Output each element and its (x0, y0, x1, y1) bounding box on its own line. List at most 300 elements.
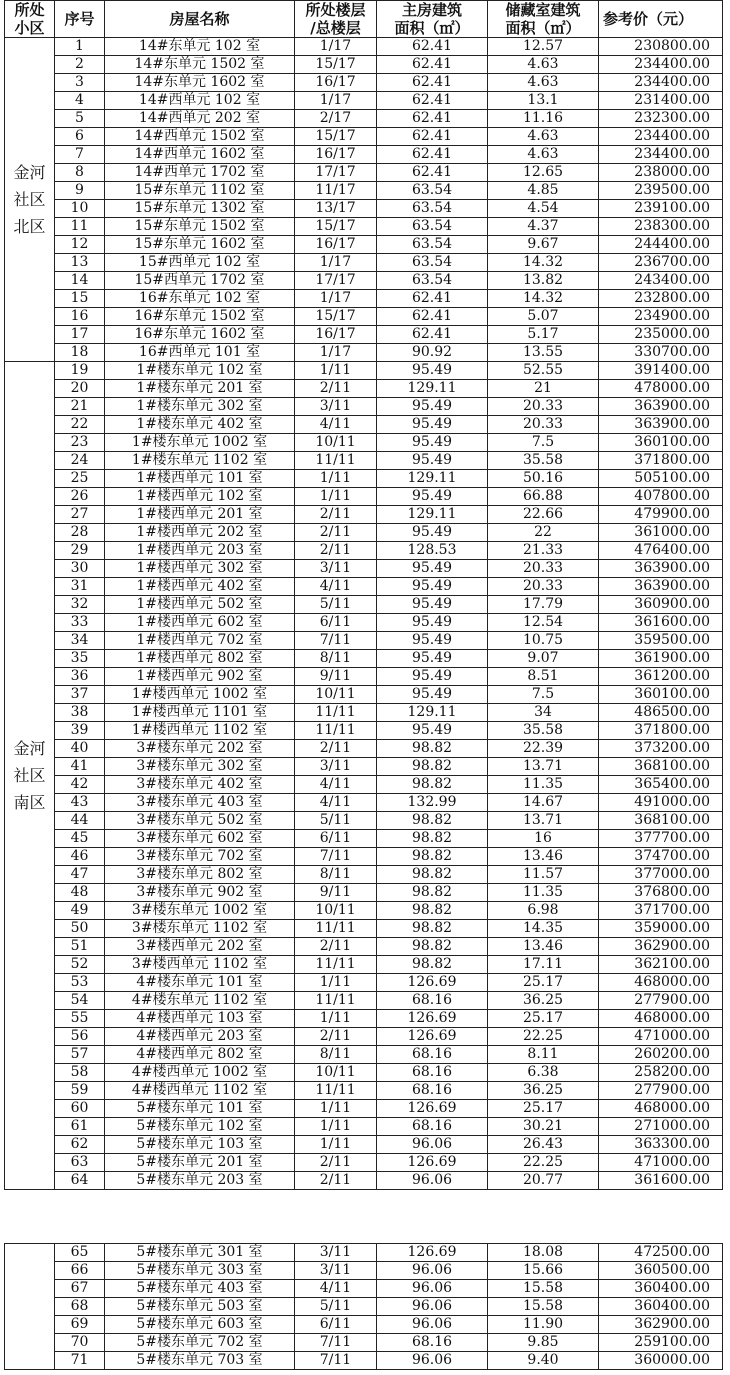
name-cell: 14#西单元 1702 室 (105, 164, 295, 182)
main-area-cell: 95.49 (377, 434, 488, 452)
seq-cell: 16 (55, 308, 105, 326)
main-area-cell: 62.41 (377, 128, 488, 146)
seq-cell: 12 (55, 236, 105, 254)
name-cell: 3#楼东单元 402 室 (105, 776, 295, 794)
name-cell: 1#楼西单元 802 室 (105, 650, 295, 668)
name-cell: 1#楼西单元 202 室 (105, 524, 295, 542)
floor-cell: 2/11 (295, 938, 377, 956)
main-area-cell: 98.82 (377, 848, 488, 866)
table-row (5, 1352, 723, 1370)
name-cell: 1#楼西单元 203 室 (105, 542, 295, 560)
name-cell: 1#楼西单元 602 室 (105, 614, 295, 632)
floor-cell: 1/11 (295, 1100, 377, 1118)
table-row (5, 1082, 723, 1100)
seq-cell: 42 (55, 776, 105, 794)
storage-area-cell: 17.79 (488, 596, 599, 614)
storage-area-cell: 11.90 (488, 1316, 599, 1334)
floor-cell: 11/11 (295, 722, 377, 740)
table-row (5, 344, 723, 362)
storage-area-cell: 4.37 (488, 218, 599, 236)
seq-cell: 65 (55, 1244, 105, 1262)
price-cell: 360400.00 (599, 1298, 723, 1316)
seq-cell: 64 (55, 1172, 105, 1190)
main-area-cell: 98.82 (377, 866, 488, 884)
district-cell (5, 362, 55, 1190)
storage-area-cell: 6.98 (488, 902, 599, 920)
table-row (5, 650, 723, 668)
storage-area-cell: 13.71 (488, 812, 599, 830)
storage-area-cell: 12.65 (488, 164, 599, 182)
storage-area-cell: 20.77 (488, 1172, 599, 1190)
floor-cell: 2/17 (295, 110, 377, 128)
floor-cell: 1/11 (295, 362, 377, 380)
table-row (5, 758, 723, 776)
floor-cell: 11/11 (295, 704, 377, 722)
district-label: 南区 (13, 793, 46, 812)
main-area-cell: 63.54 (377, 254, 488, 272)
price-cell: 362900.00 (599, 938, 723, 956)
price-cell: 359000.00 (599, 920, 723, 938)
seq-cell: 17 (55, 326, 105, 344)
seq-cell: 68 (55, 1298, 105, 1316)
price-cell: 471000.00 (599, 1154, 723, 1172)
main-area-cell: 95.49 (377, 650, 488, 668)
table-row (5, 902, 723, 920)
name-cell: 5#楼东单元 101 室 (105, 1100, 295, 1118)
main-area-cell: 96.06 (377, 1298, 488, 1316)
main-area-cell: 128.53 (377, 542, 488, 560)
name-cell: 1#楼东单元 1102 室 (105, 452, 295, 470)
price-cell: 360000.00 (599, 1352, 723, 1370)
storage-area-cell: 22 (488, 524, 599, 542)
price-cell: 360100.00 (599, 686, 723, 704)
floor-cell: 11/11 (295, 1082, 377, 1100)
district-cell (5, 1244, 55, 1370)
main-area-cell: 96.06 (377, 1316, 488, 1334)
main-area-cell: 132.99 (377, 794, 488, 812)
main-area-cell: 98.82 (377, 776, 488, 794)
main-area-cell: 126.69 (377, 1244, 488, 1262)
table-row (5, 1136, 723, 1154)
storage-area-cell: 10.75 (488, 632, 599, 650)
table-row (5, 1316, 723, 1334)
floor-cell: 11/11 (295, 956, 377, 974)
seq-cell: 50 (55, 920, 105, 938)
table-row (5, 452, 723, 470)
floor-cell: 7/11 (295, 632, 377, 650)
floor-cell: 4/11 (295, 776, 377, 794)
housing-price-table-continued (4, 1243, 723, 1370)
price-cell: 377700.00 (599, 830, 723, 848)
floor-cell: 2/11 (295, 1028, 377, 1046)
main-area-cell: 95.49 (377, 452, 488, 470)
table-row (5, 434, 723, 452)
storage-area-cell: 17.11 (488, 956, 599, 974)
seq-cell: 25 (55, 470, 105, 488)
table-row (5, 416, 723, 434)
seq-cell: 41 (55, 758, 105, 776)
price-cell: 230800.00 (599, 38, 723, 56)
main-area-cell: 95.49 (377, 722, 488, 740)
storage-area-cell: 21 (488, 380, 599, 398)
name-cell: 14#西单元 1602 室 (105, 146, 295, 164)
floor-cell: 9/11 (295, 668, 377, 686)
seq-cell: 19 (55, 362, 105, 380)
name-cell: 1#楼西单元 102 室 (105, 488, 295, 506)
storage-area-cell: 22.66 (488, 506, 599, 524)
name-cell: 15#西单元 102 室 (105, 254, 295, 272)
name-cell: 14#西单元 202 室 (105, 110, 295, 128)
header-seq: 序号 (55, 1, 105, 38)
floor-cell: 5/11 (295, 812, 377, 830)
name-cell: 15#东单元 1502 室 (105, 218, 295, 236)
price-cell: 234400.00 (599, 74, 723, 92)
price-cell: 360500.00 (599, 1262, 723, 1280)
floor-cell: 1/11 (295, 1010, 377, 1028)
storage-area-cell: 52.55 (488, 362, 599, 380)
table-row (5, 272, 723, 290)
name-cell: 4#楼西单元 802 室 (105, 1046, 295, 1064)
storage-area-cell: 12.57 (488, 38, 599, 56)
price-cell: 361900.00 (599, 650, 723, 668)
main-area-cell: 95.49 (377, 560, 488, 578)
seq-cell: 44 (55, 812, 105, 830)
seq-cell: 10 (55, 200, 105, 218)
price-cell: 359500.00 (599, 632, 723, 650)
floor-cell: 11/11 (295, 452, 377, 470)
table-row (5, 614, 723, 632)
floor-cell: 2/11 (295, 542, 377, 560)
storage-area-cell: 26.43 (488, 1136, 599, 1154)
table-row (5, 866, 723, 884)
main-area-cell: 96.06 (377, 1352, 488, 1370)
main-area-cell: 63.54 (377, 272, 488, 290)
table-row (5, 1046, 723, 1064)
name-cell: 14#东单元 1602 室 (105, 74, 295, 92)
table-row (5, 74, 723, 92)
floor-cell: 15/17 (295, 56, 377, 74)
table-row (5, 596, 723, 614)
storage-area-cell: 21.33 (488, 542, 599, 560)
price-cell: 235000.00 (599, 326, 723, 344)
price-cell: 363900.00 (599, 560, 723, 578)
table-row (5, 938, 723, 956)
floor-cell: 10/11 (295, 686, 377, 704)
storage-area-cell: 30.21 (488, 1118, 599, 1136)
table-row (5, 398, 723, 416)
name-cell: 3#楼东单元 1002 室 (105, 902, 295, 920)
name-cell: 5#楼东单元 702 室 (105, 1334, 295, 1352)
table-row (5, 1154, 723, 1172)
main-area-cell: 96.06 (377, 1172, 488, 1190)
table-body (5, 38, 723, 1190)
table-row (5, 524, 723, 542)
floor-cell: 13/17 (295, 200, 377, 218)
table-row (5, 1244, 723, 1262)
floor-cell: 2/11 (295, 1172, 377, 1190)
storage-area-cell: 15.58 (488, 1298, 599, 1316)
price-cell: 234400.00 (599, 56, 723, 74)
seq-cell: 31 (55, 578, 105, 596)
storage-area-cell: 13.55 (488, 344, 599, 362)
floor-cell: 15/17 (295, 308, 377, 326)
main-area-cell: 95.49 (377, 416, 488, 434)
main-area-cell: 90.92 (377, 344, 488, 362)
price-cell: 232800.00 (599, 290, 723, 308)
price-cell: 271000.00 (599, 1118, 723, 1136)
seq-cell: 30 (55, 560, 105, 578)
price-cell: 360400.00 (599, 1280, 723, 1298)
floor-cell: 7/11 (295, 1334, 377, 1352)
seq-cell: 51 (55, 938, 105, 956)
storage-area-cell: 15.58 (488, 1280, 599, 1298)
seq-cell: 60 (55, 1100, 105, 1118)
floor-cell: 10/11 (295, 434, 377, 452)
storage-area-cell: 5.07 (488, 308, 599, 326)
storage-area-cell: 16 (488, 830, 599, 848)
storage-area-cell: 14.67 (488, 794, 599, 812)
seq-cell: 26 (55, 488, 105, 506)
housing-price-table (4, 0, 723, 1190)
seq-cell: 66 (55, 1262, 105, 1280)
name-cell: 5#楼东单元 403 室 (105, 1280, 295, 1298)
storage-area-cell: 7.5 (488, 686, 599, 704)
floor-cell: 2/11 (295, 524, 377, 542)
seq-cell: 14 (55, 272, 105, 290)
name-cell: 4#楼东单元 1102 室 (105, 992, 295, 1010)
price-cell: 277900.00 (599, 1082, 723, 1100)
storage-area-cell: 6.38 (488, 1064, 599, 1082)
header-name: 房屋名称 (105, 1, 295, 38)
name-cell: 15#东单元 1602 室 (105, 236, 295, 254)
price-cell: 468000.00 (599, 1010, 723, 1028)
district-label: 社区 (13, 190, 46, 209)
seq-cell: 39 (55, 722, 105, 740)
name-cell: 5#楼东单元 203 室 (105, 1172, 295, 1190)
seq-cell: 53 (55, 974, 105, 992)
table-row (5, 1298, 723, 1316)
name-cell: 14#东单元 102 室 (105, 38, 295, 56)
price-cell: 407800.00 (599, 488, 723, 506)
name-cell: 1#楼西单元 502 室 (105, 596, 295, 614)
name-cell: 4#楼西单元 103 室 (105, 1010, 295, 1028)
table-row (5, 578, 723, 596)
storage-area-cell: 4.63 (488, 74, 599, 92)
table-body-continued (5, 1244, 723, 1370)
main-area-cell: 96.06 (377, 1262, 488, 1280)
storage-area-cell: 15.66 (488, 1262, 599, 1280)
table-row (5, 326, 723, 344)
floor-cell: 16/17 (295, 236, 377, 254)
seq-cell: 11 (55, 218, 105, 236)
table-row (5, 38, 723, 56)
name-cell: 1#楼西单元 101 室 (105, 470, 295, 488)
price-cell: 239500.00 (599, 182, 723, 200)
header-district: 所处 小区 (5, 1, 55, 38)
seq-cell: 61 (55, 1118, 105, 1136)
seq-cell: 34 (55, 632, 105, 650)
name-cell: 5#楼东单元 102 室 (105, 1118, 295, 1136)
storage-area-cell: 14.35 (488, 920, 599, 938)
price-cell: 391400.00 (599, 362, 723, 380)
floor-cell: 10/11 (295, 902, 377, 920)
table-row (5, 686, 723, 704)
floor-cell: 8/11 (295, 1046, 377, 1064)
price-cell: 360100.00 (599, 434, 723, 452)
table-row (5, 542, 723, 560)
name-cell: 3#楼东单元 403 室 (105, 794, 295, 812)
name-cell: 5#楼东单元 703 室 (105, 1352, 295, 1370)
name-cell: 16#西单元 101 室 (105, 344, 295, 362)
price-cell: 234400.00 (599, 146, 723, 164)
storage-area-cell: 4.63 (488, 128, 599, 146)
storage-area-cell: 50.16 (488, 470, 599, 488)
floor-cell: 3/11 (295, 1262, 377, 1280)
price-cell: 234400.00 (599, 128, 723, 146)
name-cell: 1#楼东单元 102 室 (105, 362, 295, 380)
price-cell: 365400.00 (599, 776, 723, 794)
main-area-cell: 62.41 (377, 56, 488, 74)
floor-cell: 1/17 (295, 290, 377, 308)
price-cell: 376800.00 (599, 884, 723, 902)
price-cell: 259100.00 (599, 1334, 723, 1352)
table-row (5, 560, 723, 578)
seq-cell: 2 (55, 56, 105, 74)
district-label: 金河 (13, 739, 46, 758)
price-cell: 258200.00 (599, 1064, 723, 1082)
floor-cell: 17/17 (295, 164, 377, 182)
table-row (5, 704, 723, 722)
floor-cell: 3/11 (295, 758, 377, 776)
main-area-cell: 95.49 (377, 524, 488, 542)
price-cell: 360900.00 (599, 596, 723, 614)
name-cell: 15#东单元 1302 室 (105, 200, 295, 218)
storage-area-cell: 13.71 (488, 758, 599, 776)
name-cell: 5#楼东单元 103 室 (105, 1136, 295, 1154)
seq-cell: 69 (55, 1316, 105, 1334)
storage-area-cell: 9.07 (488, 650, 599, 668)
table-row (5, 1064, 723, 1082)
storage-area-cell: 9.67 (488, 236, 599, 254)
floor-cell: 10/11 (295, 1064, 377, 1082)
district-label: 社区 (13, 766, 46, 785)
storage-area-cell: 22.25 (488, 1154, 599, 1172)
name-cell: 1#楼西单元 902 室 (105, 668, 295, 686)
header-price: 参考价（元） (599, 1, 723, 38)
floor-cell: 1/11 (295, 974, 377, 992)
seq-cell: 54 (55, 992, 105, 1010)
name-cell: 1#楼东单元 201 室 (105, 380, 295, 398)
table-row (5, 92, 723, 110)
seq-cell: 43 (55, 794, 105, 812)
main-area-cell: 126.69 (377, 1154, 488, 1172)
seq-cell: 8 (55, 164, 105, 182)
name-cell: 1#楼西单元 402 室 (105, 578, 295, 596)
seq-cell: 4 (55, 92, 105, 110)
floor-cell: 6/11 (295, 1316, 377, 1334)
seq-cell: 70 (55, 1334, 105, 1352)
storage-area-cell: 22.25 (488, 1028, 599, 1046)
storage-area-cell: 12.54 (488, 614, 599, 632)
floor-cell: 6/11 (295, 614, 377, 632)
floor-cell: 15/17 (295, 128, 377, 146)
storage-area-cell: 11.35 (488, 776, 599, 794)
name-cell: 3#楼东单元 202 室 (105, 740, 295, 758)
name-cell: 3#楼东单元 602 室 (105, 830, 295, 848)
name-cell: 3#楼东单元 902 室 (105, 884, 295, 902)
table-row (5, 1334, 723, 1352)
floor-cell: 16/17 (295, 146, 377, 164)
main-area-cell: 95.49 (377, 578, 488, 596)
table-row (5, 794, 723, 812)
price-cell: 371700.00 (599, 902, 723, 920)
storage-area-cell: 7.5 (488, 434, 599, 452)
floor-cell: 1/11 (295, 488, 377, 506)
floor-cell: 11/11 (295, 920, 377, 938)
name-cell: 5#楼东单元 301 室 (105, 1244, 295, 1262)
main-area-cell: 68.16 (377, 1334, 488, 1352)
main-area-cell: 98.82 (377, 884, 488, 902)
price-cell: 374700.00 (599, 848, 723, 866)
main-area-cell: 98.82 (377, 902, 488, 920)
seq-cell: 5 (55, 110, 105, 128)
price-cell: 232300.00 (599, 110, 723, 128)
price-cell: 277900.00 (599, 992, 723, 1010)
floor-cell: 5/11 (295, 596, 377, 614)
seq-cell: 63 (55, 1154, 105, 1172)
seq-cell: 28 (55, 524, 105, 542)
main-area-cell: 62.41 (377, 74, 488, 92)
storage-area-cell: 13.1 (488, 92, 599, 110)
table-row (5, 812, 723, 830)
storage-area-cell: 8.51 (488, 668, 599, 686)
seq-cell: 67 (55, 1280, 105, 1298)
floor-cell: 1/17 (295, 344, 377, 362)
seq-cell: 13 (55, 254, 105, 272)
floor-cell: 6/11 (295, 830, 377, 848)
main-area-cell: 62.41 (377, 92, 488, 110)
seq-cell: 21 (55, 398, 105, 416)
price-cell: 362100.00 (599, 956, 723, 974)
price-cell: 362900.00 (599, 1316, 723, 1334)
table-row (5, 992, 723, 1010)
floor-cell: 2/11 (295, 1154, 377, 1172)
price-cell: 476400.00 (599, 542, 723, 560)
seq-cell: 37 (55, 686, 105, 704)
storage-area-cell: 66.88 (488, 488, 599, 506)
main-area-cell: 95.49 (377, 668, 488, 686)
main-area-cell: 68.16 (377, 1046, 488, 1064)
floor-cell: 1/11 (295, 1136, 377, 1154)
table-row (5, 740, 723, 758)
name-cell: 3#楼东单元 702 室 (105, 848, 295, 866)
table-row (5, 920, 723, 938)
price-cell: 368100.00 (599, 812, 723, 830)
price-cell: 363900.00 (599, 416, 723, 434)
floor-cell: 2/11 (295, 506, 377, 524)
main-area-cell: 68.16 (377, 1118, 488, 1136)
main-area-cell: 95.49 (377, 686, 488, 704)
storage-area-cell: 25.17 (488, 1010, 599, 1028)
name-cell: 1#楼西单元 201 室 (105, 506, 295, 524)
floor-cell: 1/17 (295, 38, 377, 56)
storage-area-cell: 8.11 (488, 1046, 599, 1064)
floor-cell: 17/17 (295, 272, 377, 290)
main-area-cell: 95.49 (377, 596, 488, 614)
storage-area-cell: 36.25 (488, 992, 599, 1010)
seq-cell: 35 (55, 650, 105, 668)
price-cell: 231400.00 (599, 92, 723, 110)
